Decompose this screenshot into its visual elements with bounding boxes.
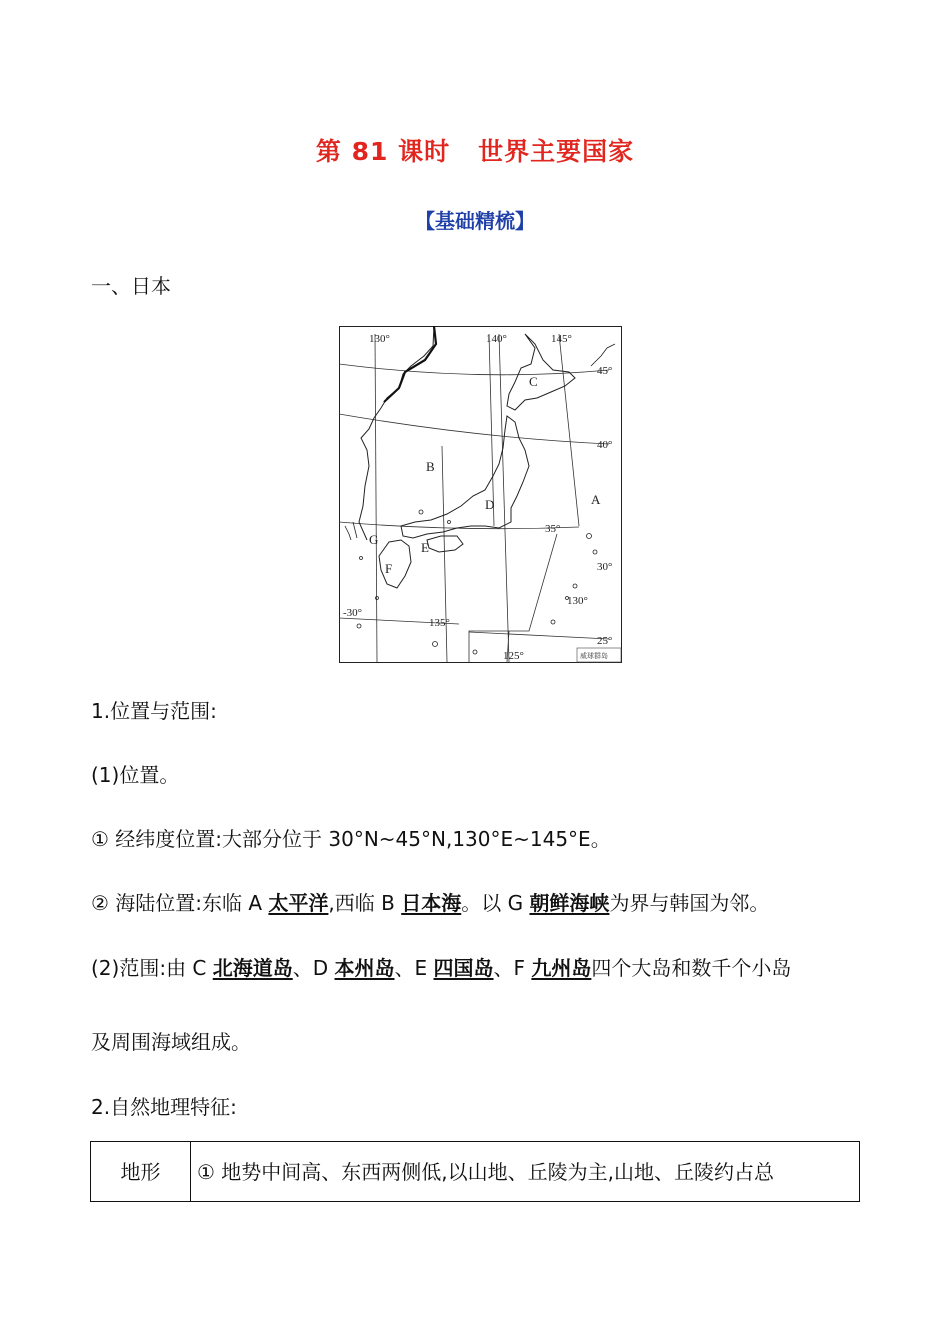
region-label-a: A xyxy=(591,492,601,507)
lat-label: 40° xyxy=(597,439,613,451)
lat-label: 35° xyxy=(545,523,561,535)
features-table xyxy=(90,1141,860,1202)
lon-label: 125° xyxy=(503,650,524,662)
answer-hokkaido: 北海道岛 xyxy=(212,956,293,980)
lat-label: 25° xyxy=(597,635,613,647)
table-cell-text: ① 地势中间高、东西两侧低,以山地、丘陵为主,山地、丘陵约占总 xyxy=(197,1160,775,1184)
region-label-d: D xyxy=(485,497,495,512)
region-label-b: B xyxy=(426,459,435,474)
answer-shikoku: 四国岛 xyxy=(433,956,494,980)
lon-label: 130° xyxy=(369,333,390,345)
section-heading-japan: 一、日本 xyxy=(91,274,171,298)
lesson-topic: 世界主要国家 xyxy=(478,137,635,166)
lesson-number: 第 81 课时 xyxy=(315,137,451,166)
section-subtitle: 【基础精梳】 xyxy=(415,209,535,233)
region-label-g: G xyxy=(369,532,379,547)
lat-label: 45° xyxy=(597,365,613,377)
inset-label: 威球群岛 xyxy=(580,652,608,660)
paragraph-sea-land: ② 海陆位置:东临 A 太平洋,西临 B 日本海。以 G 朝鲜海峡为界与韩国为邻。 xyxy=(91,891,770,915)
region-label-f: F xyxy=(385,561,393,576)
answer-kyushu: 九州岛 xyxy=(531,956,592,980)
answer-korea-strait: 朝鲜海峡 xyxy=(529,891,610,915)
paragraph-lat-lon: ① 经纬度位置:大部分位于 30°N~45°N,130°E~145°E。 xyxy=(91,827,611,851)
paragraph-position: (1)位置。 xyxy=(91,763,180,787)
answer-honshu: 本州岛 xyxy=(334,956,395,980)
table-cell-label: 地形 xyxy=(91,1142,191,1201)
paragraph-scope: (2)范围:由 C 北海道岛、D 本州岛、E 四国岛、F 九州岛四个大岛和数千个小岛 xyxy=(91,956,792,980)
lon-label: 145° xyxy=(551,333,572,345)
lon-label: 135° xyxy=(429,617,450,629)
region-label-e: E xyxy=(421,540,429,555)
answer-pacific: 太平洋 xyxy=(268,891,329,915)
paragraph-scope-continued: 及周围海域组成。 xyxy=(91,1030,251,1054)
lat-label: 30° xyxy=(597,561,613,573)
lon-label: 130° xyxy=(567,595,588,607)
japan-map xyxy=(339,326,622,663)
lat-label: -30° xyxy=(343,607,363,619)
answer-sea-of-japan: 日本海 xyxy=(401,891,462,915)
paragraph-natural-features: 2.自然地理特征: xyxy=(91,1095,237,1119)
paragraph-position-scope: 1.位置与范围: xyxy=(91,699,217,723)
region-label-c: C xyxy=(529,374,538,389)
page-title xyxy=(0,132,950,168)
lon-label: 140° xyxy=(486,333,507,345)
